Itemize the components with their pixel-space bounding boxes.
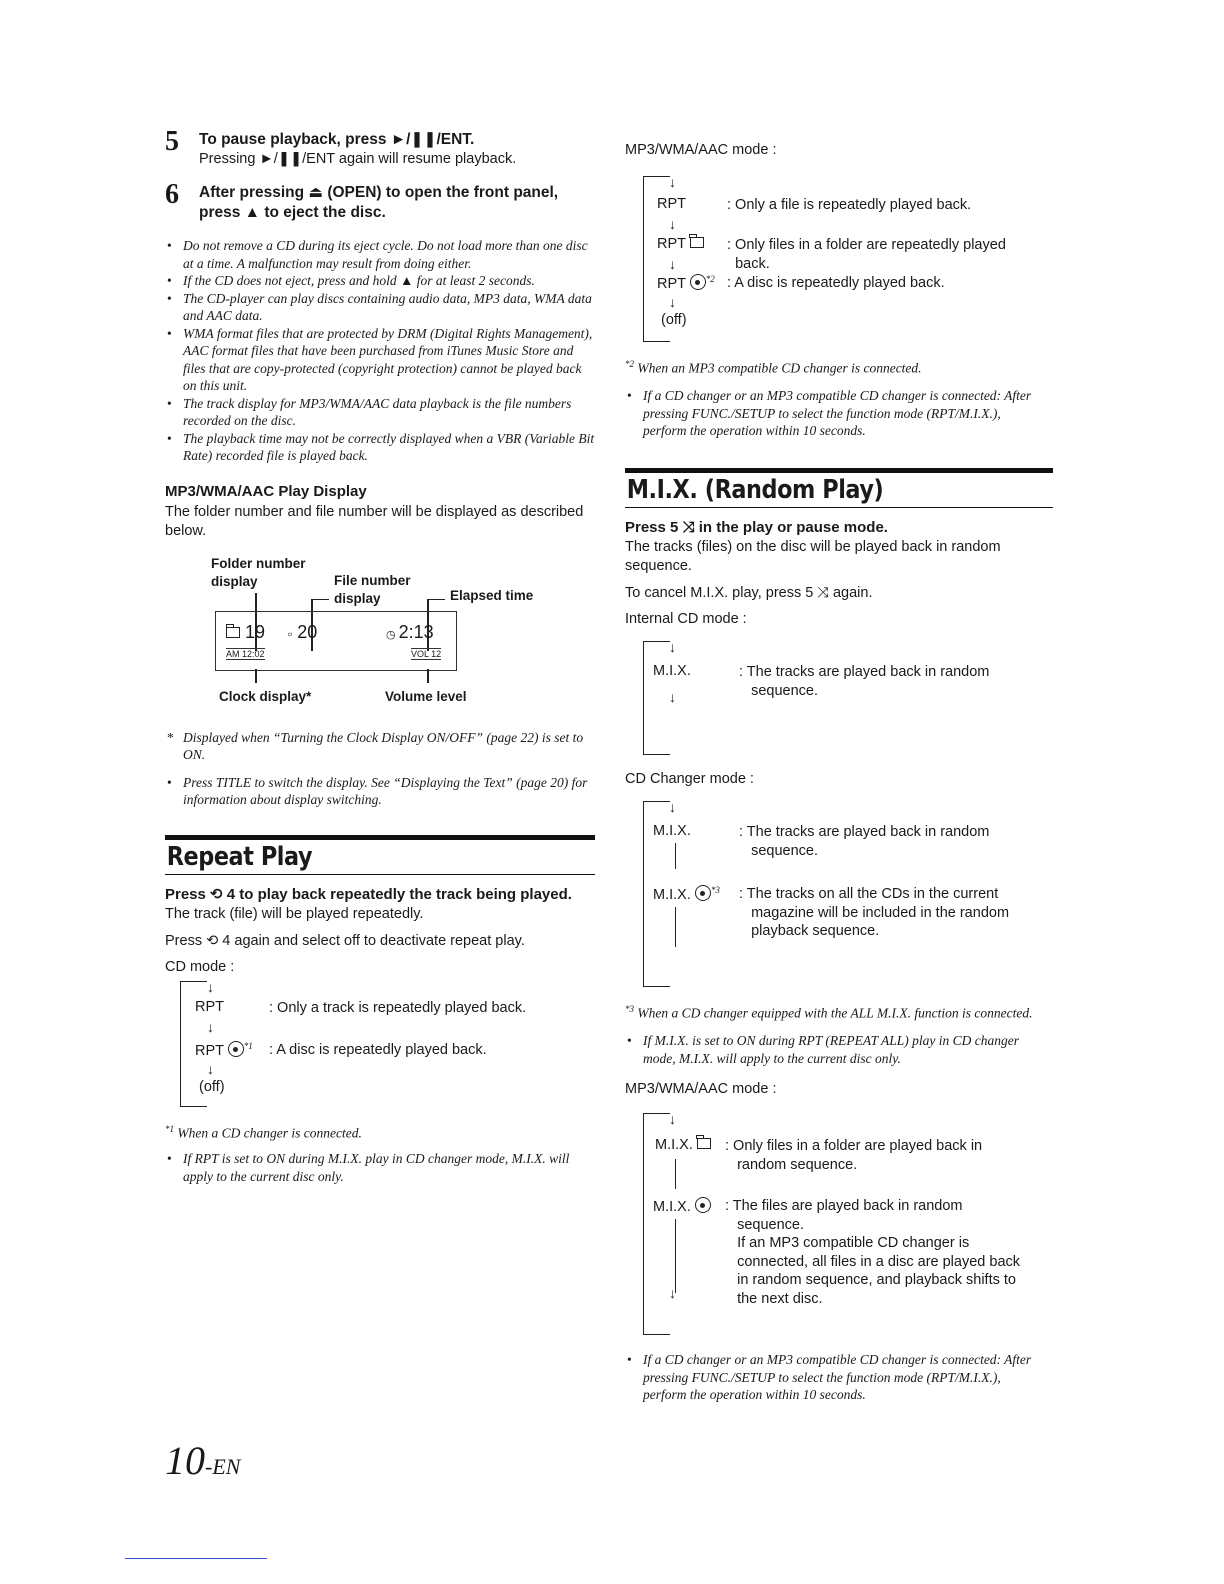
step-title: To pause playback, press ►/❚❚/ENT.	[199, 131, 475, 148]
step-title-part: to open the front panel, press ▲ to eject the disc.	[199, 184, 559, 221]
off-label: (off)	[661, 312, 687, 328]
repeat-deactivate-text: Press ⟲ 4 again and select off to deactivate repeat play.	[165, 933, 525, 949]
right-column	[625, 142, 1045, 1404]
note-item: • The track display for MP3/WMA/AAC data playback is the file numbers recorded on the disc.	[165, 395, 595, 430]
mix-mp3-flow: ↓ M.I.X. : Only files in a folder are played back in random sequence. M.I.X. : The files are played back in random sequence. If an MP3 compatible CD changer is connected, all files in a disc are played back in random sequence, and playback shifts to the next disc. ↓	[625, 1101, 1045, 1335]
repeat-cd-flow: ↓ RPT : Only a track is repeatedly played back. ↓ RPT $^{*1}$ : A disc is repeatedly played back. ↓ (off)	[165, 979, 595, 1109]
lcd-display	[215, 611, 457, 671]
fn2: $^{*2}$ When an MP3 compatible CD changer is connected.	[625, 359, 922, 376]
rpt-disc-label: RPT $^{*2}$	[657, 274, 715, 292]
title-note	[165, 774, 595, 809]
file-icon: ▫	[288, 626, 293, 641]
note-item: • If a CD changer or an MP3 compatible CD changer is connected: After pressing FUNC./SETUP to select the function mode (RPT/M.I.X.), perform the operation within 10 seconds.	[625, 387, 1045, 440]
step-number: 5	[165, 126, 179, 157]
note-item: • The CD-player can play discs containing audio data, MP3 data, WMA data and AAC data.	[165, 290, 595, 325]
clock-footnote: * Displayed when “Turning the Clock Display ON/OFF” (page 22) is set to ON.	[167, 729, 584, 762]
note-item: • If M.I.X. is set to ON during RPT (REPEAT ALL) play in CD changer mode, M.I.X. will apply to the current disc only.	[625, 1032, 1045, 1067]
mix-icon: ⤨	[817, 585, 829, 601]
volume-level-label: Volume level	[385, 688, 467, 704]
mix-disc-desc: : The tracks on all the CDs in the current magazine will be included in the random playback sequence.	[739, 886, 1010, 939]
changer-note	[625, 387, 1045, 440]
lcd-volume: VOL 12	[411, 648, 442, 659]
clock-icon: ◷	[386, 628, 399, 641]
elapsed-time-label: Elapsed time	[450, 587, 534, 603]
mix-label: M.I.X.	[653, 823, 691, 839]
note-item: • If the CD does not eject, press and hold ▲ for at least 2 seconds.	[165, 272, 595, 290]
step-title	[199, 183, 595, 223]
mix-changer-note	[625, 1351, 1045, 1404]
mix-mp3-mode-label: MP3/WMA/AAC mode :	[625, 1081, 777, 1097]
step-title-part: After pressing	[199, 184, 309, 201]
open-label: (OPEN)	[327, 184, 382, 201]
note-item: • WMA format files that are protected by DRM (Digital Rights Management), AAC format files that have been purchased from iTunes Music Store and files that are copy-protected (copyright protection) cannot be played back on this unit.	[165, 325, 595, 395]
folder-icon	[690, 237, 704, 248]
mix-label: M.I.X.	[653, 663, 691, 679]
step-5	[165, 126, 595, 169]
step-body: Pressing ►/❚❚/ENT again will resume playback.	[199, 151, 517, 167]
mix-folder-label: M.I.X.	[655, 1137, 711, 1153]
rpt-desc: : Only a file is repeatedly played back.	[727, 197, 972, 213]
note-item: • The playback time may not be correctly displayed when a VBR (Variable Bit Rate) recorded file is played back.	[165, 430, 595, 465]
disc-icon	[695, 885, 711, 901]
lcd-folder: 19	[226, 622, 265, 643]
disc-icon	[695, 1197, 711, 1213]
mix-text: The tracks (files) on the disc will be played back in random sequence.	[625, 539, 1001, 574]
display-heading: MP3/WMA/AAC Play Display	[165, 482, 367, 500]
note-item: • If RPT is set to ON during M.I.X. play in CD changer mode, M.I.X. will apply to the current disc only.	[165, 1150, 595, 1185]
bottom-link-line	[125, 1558, 267, 1559]
mix-rpt-note	[625, 1032, 1045, 1067]
eject-notes	[165, 237, 595, 465]
rpt-disc-desc: : A disc is repeatedly played back.	[269, 1042, 487, 1058]
page-number: 10-EN	[165, 1438, 241, 1483]
mix-press-instruction: Press 5 ⤨ in the play or pause mode.	[625, 519, 888, 536]
internal-mode-label: Internal CD mode :	[625, 611, 747, 627]
mix-desc: : The tracks are played back in random sequence.	[739, 824, 990, 859]
note-item: • If a CD changer or an MP3 compatible CD changer is connected: After pressing FUNC./SETUP to select the function mode (RPT/M.I.X.), perform the operation within 10 seconds.	[625, 1351, 1045, 1404]
step-6	[165, 179, 595, 223]
mix-files-desc: : The files are played back in random sequence. If an MP3 compatible CD changer is connected, all files in a disc are played back in random sequence, and playback shifts to the next disc.	[725, 1198, 1021, 1307]
left-column	[165, 126, 595, 1185]
mix-disc-label: M.I.X. $^{*3}$	[653, 885, 720, 903]
rpt-folder-label: RPT	[657, 236, 704, 252]
open-icon: ⏏︎	[308, 184, 328, 201]
display-diagram	[165, 549, 595, 721]
rpt-label: RPT	[195, 999, 224, 1015]
mix-section-header	[625, 468, 1053, 509]
mix-desc: : The tracks are played back in random sequence.	[739, 664, 990, 699]
display-text: The folder number and file number will be displayed as described below.	[165, 503, 584, 539]
rpt-desc: : Only a track is repeatedly played back.	[269, 1000, 527, 1016]
folder-icon	[697, 1138, 711, 1149]
rpt-disc-label: RPT $^{*1}$	[195, 1041, 253, 1059]
file-number-label: File number display	[334, 572, 411, 606]
note-item: • Press TITLE to switch the display. See “Displaying the Text” (page 20) for information about display switching.	[165, 774, 595, 809]
clock-display-label: Clock display*	[219, 688, 312, 704]
mix-changer-flow: ↓ M.I.X. : The tracks are played back in random sequence. M.I.X. $^{*3}$ : The tracks on all the CDs in the current magazine will be included in the random playback sequence.	[625, 791, 1045, 987]
mp3-mode-label: MP3/WMA/AAC mode :	[625, 142, 777, 158]
folder-number-label: Folder number display	[211, 555, 306, 589]
repeat-text: The track (file) will be played repeatedly.	[165, 906, 424, 922]
note-item: • Do not remove a CD during its eject cycle. Do not load more than one disc at a time. A malfunction may result from doing either.	[165, 237, 595, 272]
fn3: $^{*3}$ When a CD changer equipped with the ALL M.I.X. function is connected.	[625, 1004, 1033, 1021]
step-number: 6	[165, 179, 179, 210]
disc-icon	[690, 274, 706, 290]
repeat-section-header	[165, 835, 595, 876]
off-label: (off)	[199, 1079, 225, 1095]
repeat-mp3-flow: ↓ RPT : Only a file is repeatedly played back. ↓ RPT : Only files in a folder are repeatedly played back. ↓ RPT $^{*2}$ : A disc is repeatedly played back. ↓ (off)	[625, 162, 1045, 340]
repeat-note	[165, 1150, 595, 1185]
mix-files-label: M.I.X.	[653, 1197, 711, 1215]
mix-icon: ⤨	[682, 519, 695, 536]
repeat-press-instruction: Press ⟲ 4 to play back repeatedly the track being played.	[165, 886, 572, 903]
lcd-file: ▫ 20	[288, 621, 318, 642]
lcd-time: ◷ 2:13	[386, 621, 434, 642]
rpt-disc-desc: : A disc is repeatedly played back.	[727, 275, 945, 291]
section-title: M.I.X. (Random Play)	[626, 474, 884, 505]
changer-mode-label: CD Changer mode :	[625, 771, 754, 787]
repeat-footnote: $^{*1}$ When a CD changer is connected.	[165, 1124, 362, 1141]
repeat-icon: ⟲	[206, 933, 219, 949]
repeat-icon: ⟲	[210, 886, 223, 903]
cd-mode-label: CD mode :	[165, 959, 235, 975]
disc-icon	[228, 1041, 244, 1057]
rpt-folder-desc: : Only files in a folder are repeatedly played back.	[727, 237, 1006, 272]
folder-icon	[226, 627, 240, 638]
mix-folder-desc: : Only files in a folder are played back in random sequence.	[725, 1138, 983, 1173]
mix-internal-flow: ↓ M.I.X. : The tracks are played back in random sequence. ↓	[625, 631, 1045, 757]
lcd-clock: AM 12:02	[226, 648, 265, 659]
mix-cancel-text: To cancel M.I.X. play, press 5 ⤨ again.	[625, 585, 873, 601]
section-title: Repeat Play	[166, 841, 313, 872]
rpt-label: RPT	[657, 196, 686, 212]
